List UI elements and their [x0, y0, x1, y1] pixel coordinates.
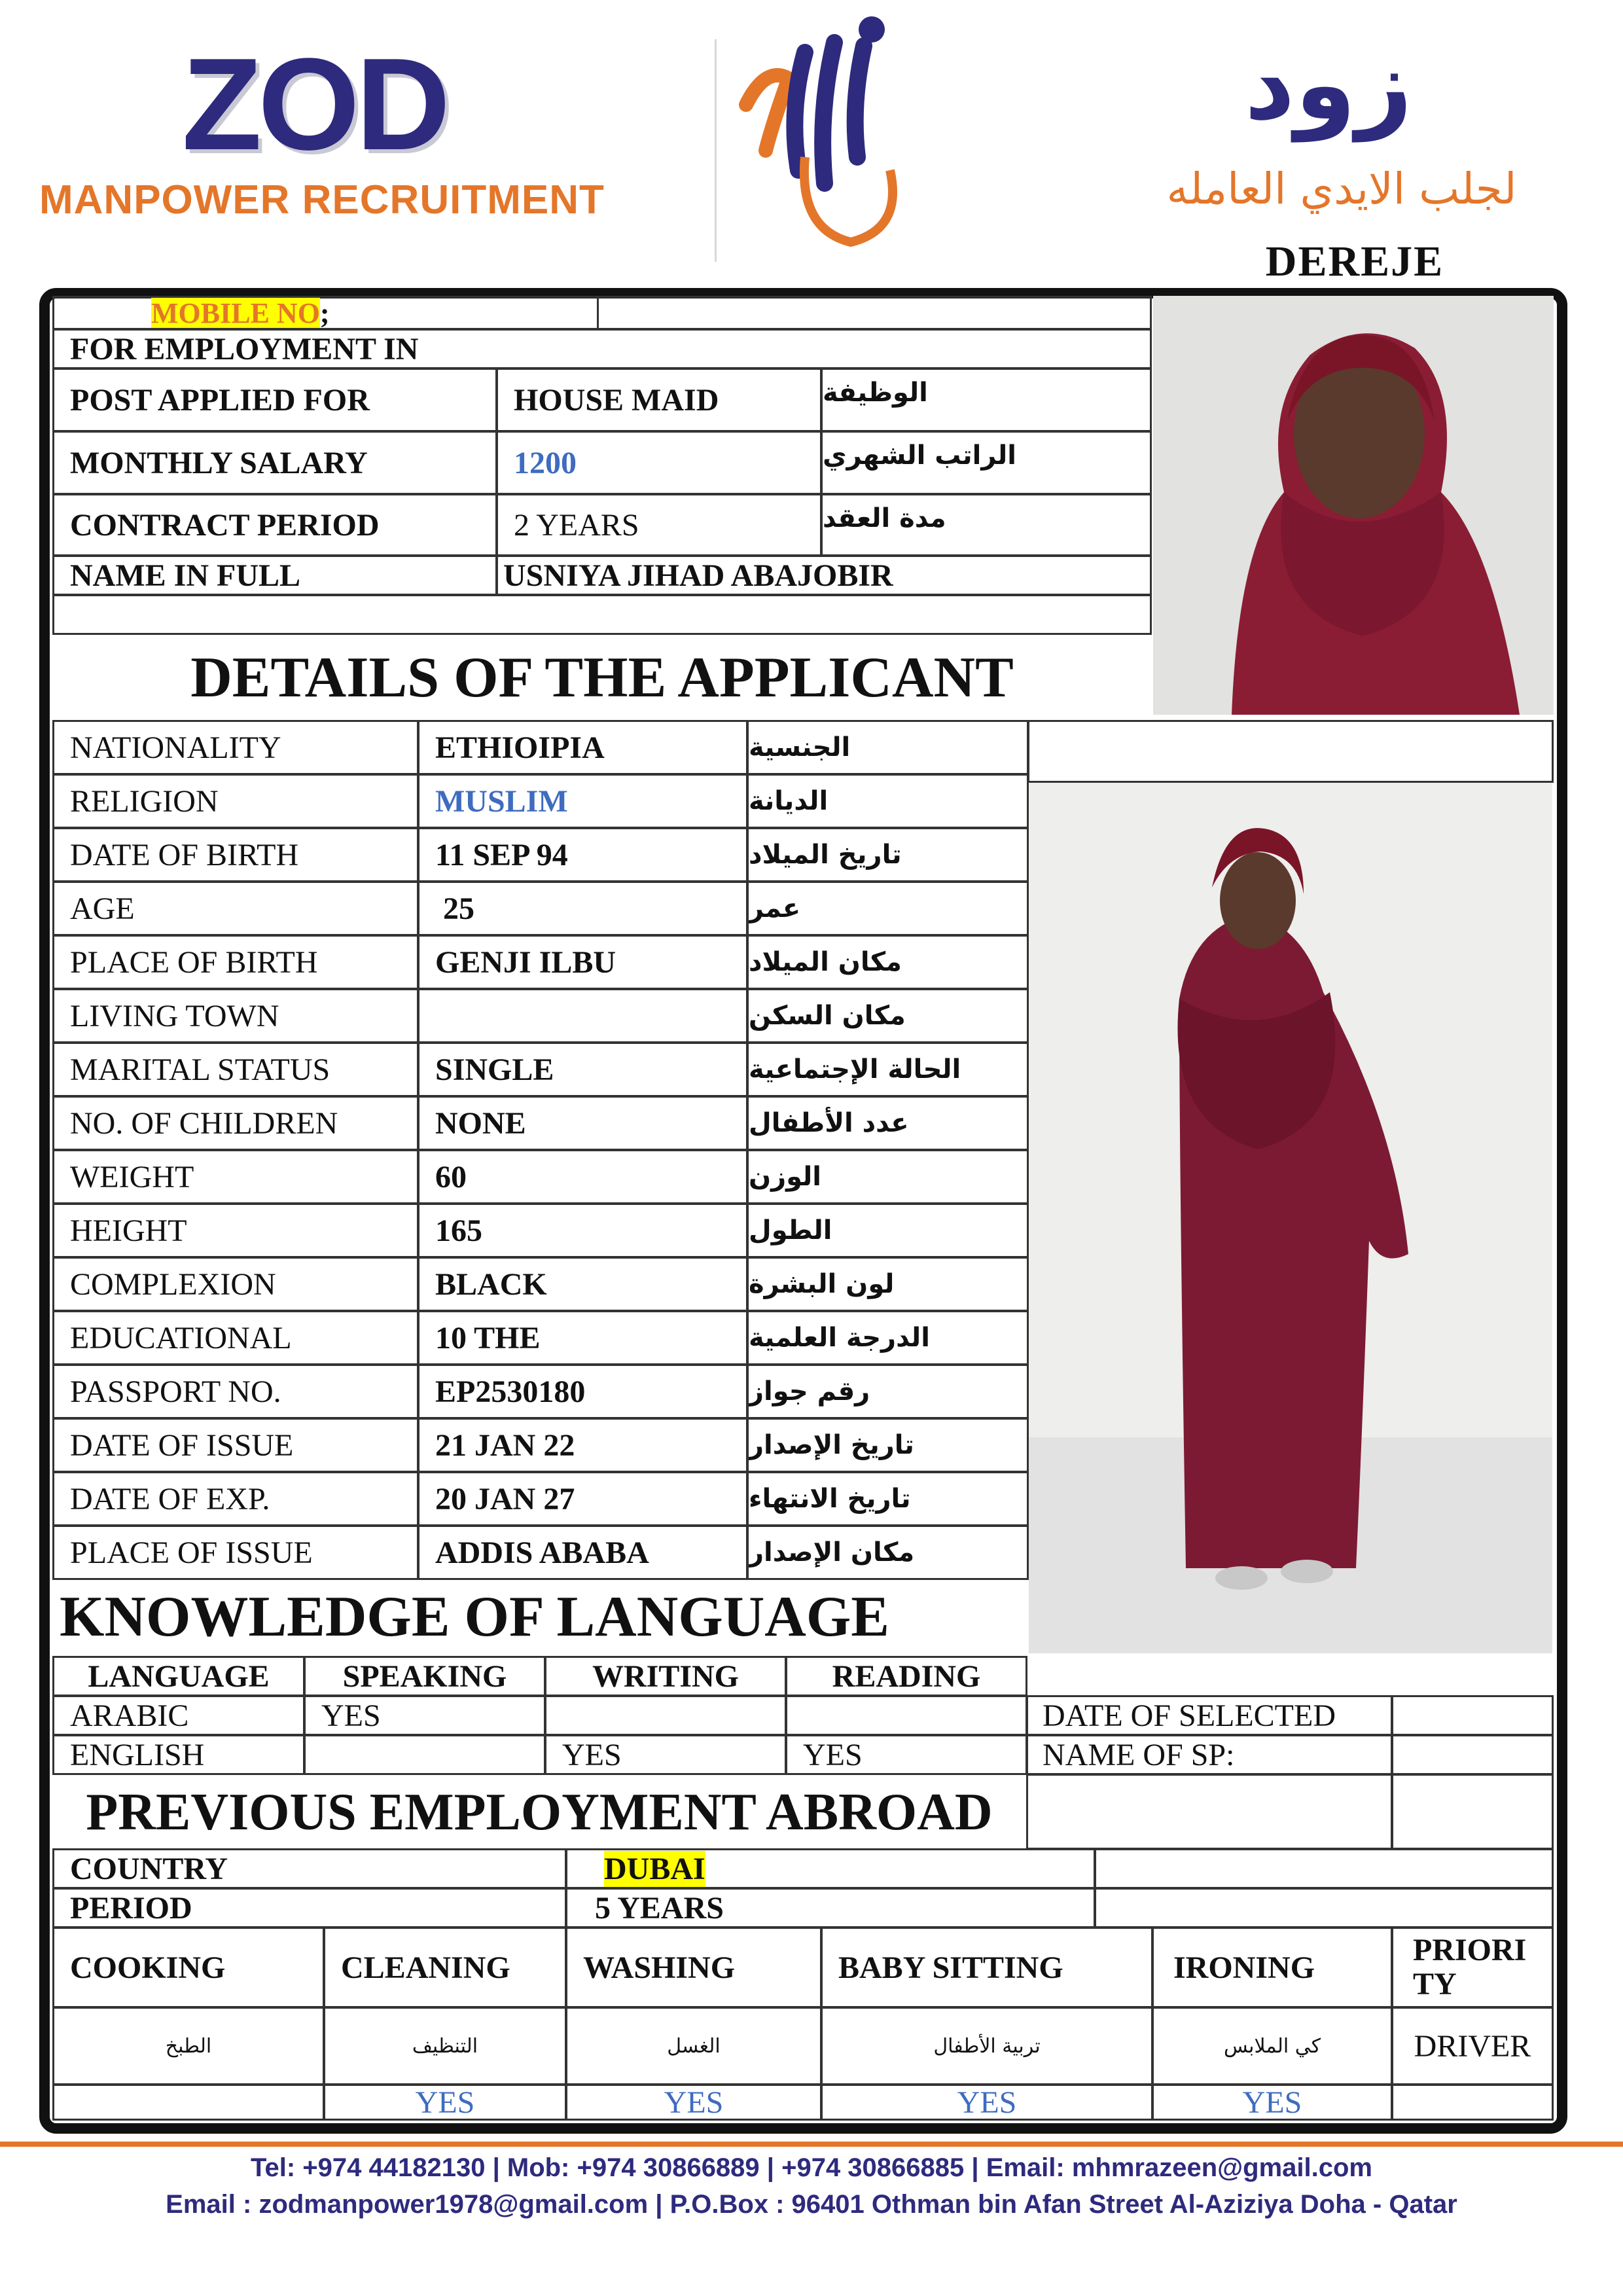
- photo-top-blank: [1027, 720, 1554, 783]
- detail-value: 25: [418, 881, 748, 936]
- priority-header-line-2: TY: [1413, 1967, 1457, 2001]
- skill-value: YES: [1152, 2084, 1393, 2121]
- skill-header: CLEANING: [323, 1927, 567, 2008]
- detail-label: PLACE OF ISSUE: [52, 1525, 419, 1580]
- country-blank: [1094, 1848, 1554, 1889]
- lang-cell: YES: [304, 1695, 546, 1736]
- footer-address-line: Email : zodmanpower1978@gmail.com | P.O.Box : 96401 Othman bin Afan Street Al-Aziziya Doha - Qatar: [166, 2190, 1457, 2219]
- post-value: HOUSE MAID: [496, 368, 822, 432]
- detail-arabic: تاريخ الإصدار: [747, 1418, 1029, 1473]
- post-arabic: الوظيفة: [821, 368, 1152, 432]
- blank-row: [52, 594, 1152, 635]
- detail-value: 20 JAN 27: [418, 1471, 748, 1526]
- mobile-suffix: ;: [319, 296, 330, 329]
- lang-cell: ENGLISH: [52, 1734, 305, 1775]
- applicant-portrait-photo: [1153, 296, 1554, 715]
- skill-arabic: تربية الأطفال: [821, 2007, 1153, 2085]
- salary-label: MONTHLY SALARY: [52, 431, 497, 495]
- skill-value: YES: [565, 2084, 822, 2121]
- detail-label: PLACE OF BIRTH: [52, 935, 419, 990]
- lang-header: WRITING: [544, 1656, 787, 1696]
- skill-header: BABY SITTING: [821, 1927, 1153, 2008]
- mobile-cell: [52, 296, 599, 330]
- brand-logo-text: ZOD: [182, 31, 447, 177]
- name-value: USNIYA JIHAD ABAJOBIR: [496, 555, 1152, 596]
- skill-value: YES: [821, 2084, 1153, 2121]
- salary-arabic: الراتب الشهري: [821, 431, 1152, 495]
- priority-header-line-1: PRIORI: [1413, 1933, 1527, 1967]
- detail-value: 21 JAN 22: [418, 1418, 748, 1473]
- footer-rule: [0, 2142, 1623, 2147]
- detail-arabic: رقم جواز: [747, 1364, 1029, 1419]
- detail-arabic: الوزن: [747, 1149, 1029, 1204]
- footer-contact-line: Tel: +974 44182130 | Mob: +974 30866889 | +974 30866885 | Email: mhmrazeen@gmail.com: [251, 2153, 1372, 2182]
- contract-arabic: مدة العقد: [821, 493, 1152, 556]
- detail-arabic: عدد الأطفال: [747, 1096, 1029, 1151]
- detail-value: MUSLIM: [418, 774, 748, 829]
- skill-value-blank: [1391, 2084, 1554, 2121]
- detail-value: GENJI ILBU: [418, 935, 748, 990]
- lang-cell: YES: [544, 1734, 787, 1775]
- agent-name: DEREJE: [1265, 238, 1444, 285]
- detail-arabic: تاريخ الميلاد: [747, 827, 1029, 882]
- period-label: PERIOD: [52, 1888, 567, 1928]
- priority-value: DRIVER: [1391, 2007, 1554, 2085]
- lang-cell: ARABIC: [52, 1695, 305, 1736]
- arabic-subtitle: لجلب الايدي العامله: [1166, 164, 1517, 214]
- brand-subtitle: MANPOWER RECRUITMENT: [39, 177, 605, 223]
- detail-value: 60: [418, 1149, 748, 1204]
- detail-label: EDUCATIONAL: [52, 1310, 419, 1365]
- mobile-label: MOBILE NO: [151, 296, 320, 329]
- detail-label: PASSPORT NO.: [52, 1364, 419, 1419]
- details-title: DETAILS OF THE APPLICANT: [190, 646, 1014, 709]
- skill-arabic: التنظيف: [323, 2007, 567, 2085]
- name-label: NAME IN FULL: [52, 555, 497, 596]
- detail-label: HEIGHT: [52, 1203, 419, 1258]
- full-photo-image: [1029, 783, 1552, 1653]
- detail-value: NONE: [418, 1096, 748, 1151]
- detail-value: BLACK: [418, 1257, 748, 1312]
- detail-label: DATE OF ISSUE: [52, 1418, 419, 1473]
- previous-title: PREVIOUS EMPLOYMENT ABROAD: [86, 1784, 993, 1841]
- detail-arabic: الديانة: [747, 774, 1029, 829]
- skill-arabic: الطبخ: [52, 2007, 325, 2085]
- lang-cell: [544, 1695, 787, 1736]
- lang-header: LANGUAGE: [52, 1656, 305, 1696]
- brand-figure-logo: [726, 7, 923, 268]
- salary-value: 1200: [496, 431, 822, 495]
- detail-arabic: الحالة الإجتماعية: [747, 1042, 1029, 1097]
- sponsor-label: NAME OF SP:: [1026, 1734, 1393, 1775]
- skill-header: COOKING: [52, 1927, 325, 2008]
- date-selected-label: DATE OF SELECTED: [1026, 1695, 1393, 1736]
- detail-label: NO. OF CHILDREN: [52, 1096, 419, 1151]
- detail-arabic: مكان الميلاد: [747, 935, 1029, 990]
- mobile-value-cell: [597, 296, 1152, 330]
- detail-arabic: لون البشرة: [747, 1257, 1029, 1312]
- language-title: KNOWLEDGE OF LANGUAGE: [60, 1585, 889, 1649]
- skill-arabic: كي الملابس: [1152, 2007, 1393, 2085]
- arabic-brand: زود: [1244, 28, 1413, 142]
- detail-arabic: عمر: [747, 881, 1029, 936]
- detail-arabic: الدرجة العلمية: [747, 1310, 1029, 1365]
- detail-label: NATIONALITY: [52, 720, 419, 775]
- detail-label: AGE: [52, 881, 419, 936]
- lang-cell: YES: [785, 1734, 1027, 1775]
- detail-value: 165: [418, 1203, 748, 1258]
- for-employment-cell: FOR EMPLOYMENT IN: [52, 329, 1152, 369]
- detail-label: DATE OF BIRTH: [52, 827, 419, 882]
- selection-blank: [1026, 1774, 1393, 1850]
- skill-arabic: الغسل: [565, 2007, 822, 2085]
- detail-arabic: مكان الإصدار: [747, 1525, 1029, 1580]
- country-label: COUNTRY: [52, 1848, 567, 1889]
- contract-label: CONTRACT PERIOD: [52, 493, 497, 556]
- detail-arabic: الجنسية: [747, 720, 1029, 775]
- detail-arabic: مكان السكن: [747, 988, 1029, 1043]
- detail-value: SINGLE: [418, 1042, 748, 1097]
- skill-header: IRONING: [1152, 1927, 1393, 2008]
- detail-value: ADDIS ABABA: [418, 1525, 748, 1580]
- detail-label: WEIGHT: [52, 1149, 419, 1204]
- detail-value: 11 SEP 94: [418, 827, 748, 882]
- post-label: POST APPLIED FOR: [52, 368, 497, 432]
- selection-blank-2: [1391, 1774, 1554, 1850]
- detail-value: ETHIOIPIA: [418, 720, 748, 775]
- lang-cell: [785, 1695, 1027, 1736]
- date-selected-value: [1391, 1695, 1554, 1736]
- header-divider: [715, 39, 717, 262]
- portrait-photo-image: [1153, 296, 1554, 715]
- detail-label: RELIGION: [52, 774, 419, 829]
- skill-value: [52, 2084, 325, 2121]
- lang-header: SPEAKING: [304, 1656, 546, 1696]
- detail-arabic: تاريخ الانتهاء: [747, 1471, 1029, 1526]
- priority-header: [1391, 1927, 1554, 2008]
- skill-value: YES: [323, 2084, 567, 2121]
- lang-header: READING: [785, 1656, 1027, 1696]
- detail-value: EP2530180: [418, 1364, 748, 1419]
- detail-label: LIVING TOWN: [52, 988, 419, 1043]
- lang-cell: [304, 1734, 546, 1775]
- detail-arabic: الطول: [747, 1203, 1029, 1258]
- period-value: 5 YEARS: [565, 1888, 1096, 1928]
- skill-header: WASHING: [565, 1927, 822, 2008]
- period-blank: [1094, 1888, 1554, 1928]
- country-value-cell: [565, 1848, 1096, 1889]
- detail-label: COMPLEXION: [52, 1257, 419, 1312]
- sponsor-value: [1391, 1734, 1554, 1775]
- country-value: DUBAI: [604, 1851, 705, 1886]
- contract-value: 2 YEARS: [496, 493, 822, 556]
- applicant-full-photo: [1029, 783, 1552, 1653]
- detail-label: MARITAL STATUS: [52, 1042, 419, 1097]
- detail-label: DATE OF EXP.: [52, 1471, 419, 1526]
- detail-value: 10 THE: [418, 1310, 748, 1365]
- detail-value: [418, 988, 748, 1043]
